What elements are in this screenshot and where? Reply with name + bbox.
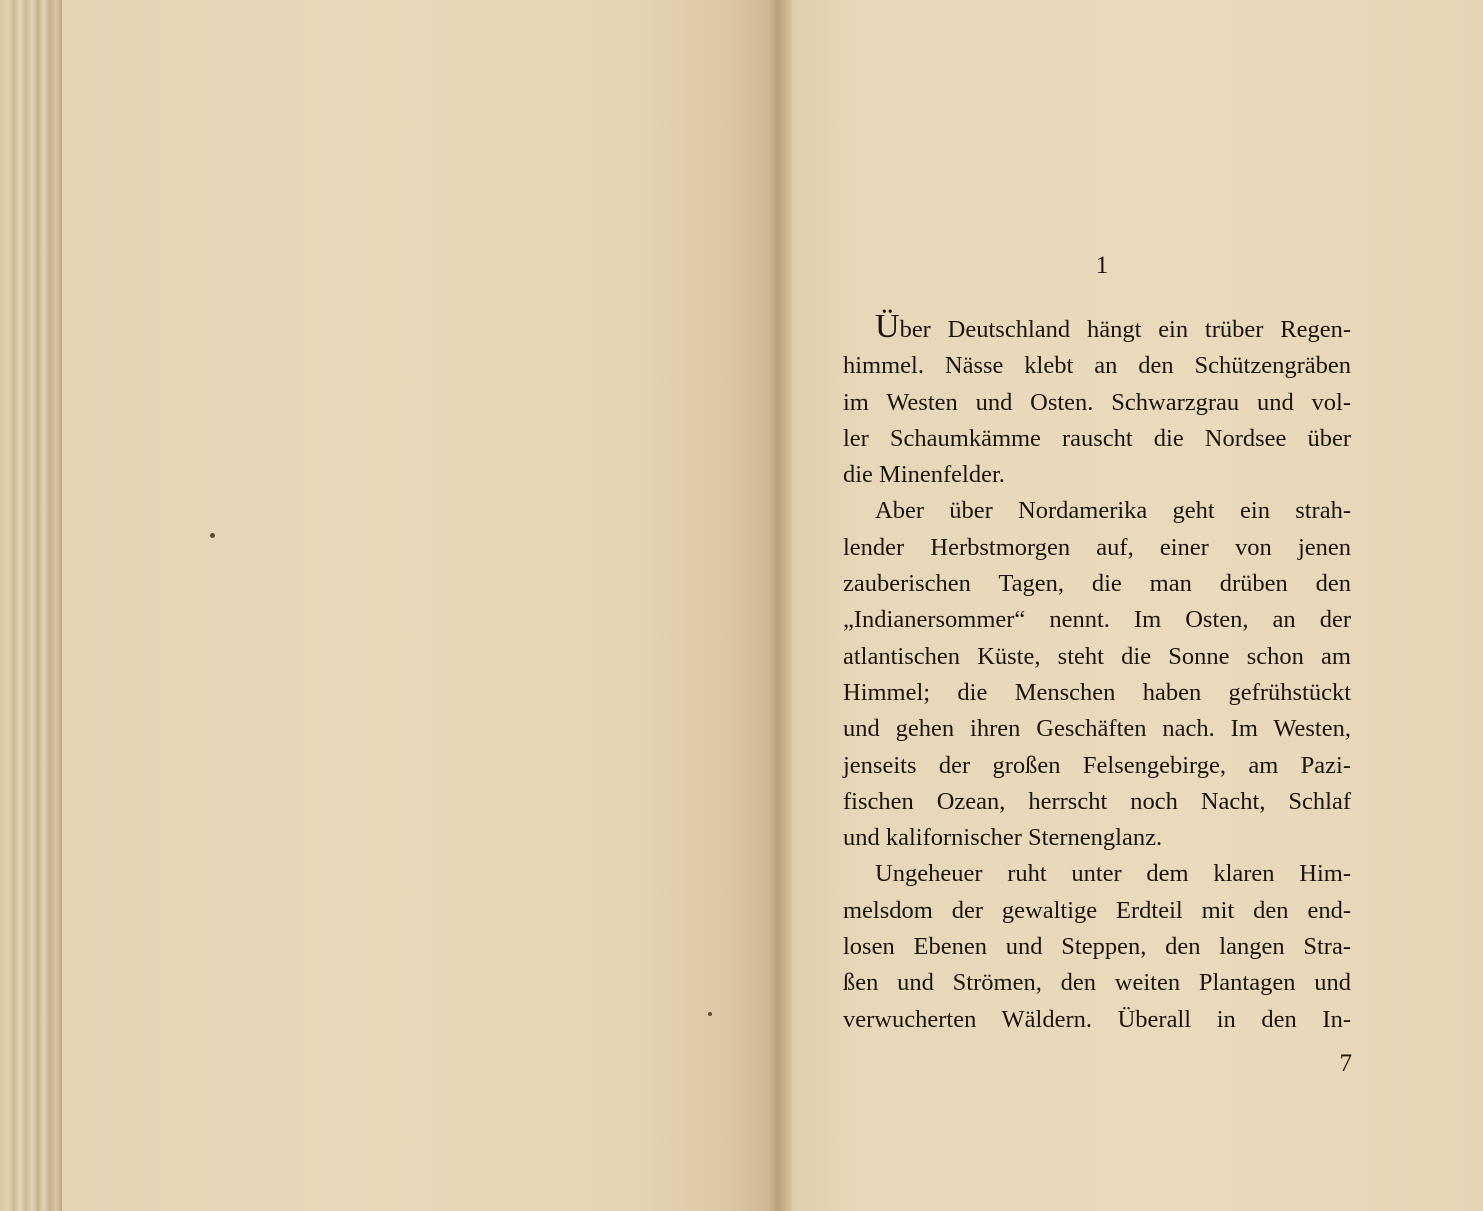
page-edges (0, 0, 62, 1211)
text-line: losen Ebenen und Steppen, den langen Stra- (843, 933, 1351, 961)
book-gutter (770, 0, 792, 1211)
paper-speck (708, 1012, 712, 1016)
left-page-blank (62, 0, 770, 1211)
initial-letter: Ü (875, 308, 900, 345)
text-line: Ungeheuer ruht unter dem klaren Him- (875, 860, 1351, 888)
text-line: jenseits der großen Felsengebirge, am Pazi- (843, 751, 1351, 779)
page-number: 7 (1339, 1050, 1352, 1077)
text-line: verwucherten Wäldern. Überall in den In- (843, 1005, 1351, 1033)
text-line: Über Deutschland hängt ein trüber Regen- (875, 308, 1351, 345)
text-line: lender Herbstmorgen auf, einer von jenen (843, 533, 1351, 561)
text-line: Himmel; die Menschen haben gefrühstückt (843, 678, 1351, 706)
text-line: zauberischen Tagen, die man drüben den (843, 570, 1351, 598)
body-text (843, 308, 1351, 1038)
text-line: atlantischen Küste, steht die Sonne schon am (843, 642, 1351, 670)
text-line: im Westen und Osten. Schwarzgrau und vol- (843, 388, 1351, 416)
text-line: die Minenfelder. (843, 461, 1005, 489)
text-line: melsdom der gewaltige Erdteil mit den end- (843, 896, 1351, 924)
paragraph-2 (843, 493, 1351, 856)
chapter-number: 1 (1095, 252, 1109, 279)
text-line: ler Schaumkämme rauscht die Nordsee über (843, 424, 1351, 452)
text-line: ßen und Strömen, den weiten Plantagen und (843, 969, 1351, 997)
paragraph-3 (843, 856, 1351, 1037)
text-line: „Indianersommer“ nennt. Im Osten, an der (843, 606, 1351, 634)
text-line: und gehen ihren Geschäften nach. Im Westen, (843, 715, 1351, 743)
text-line: himmel. Nässe klebt an den Schützengräben (843, 352, 1351, 380)
text-line: und kalifornischer Sternenglanz. (843, 824, 1163, 852)
text-line: Aber über Nordamerika geht ein strah- (875, 497, 1351, 525)
paper-speck (210, 533, 215, 538)
text-line: fischen Ozean, herrscht noch Nacht, Schlaf (843, 787, 1351, 815)
paragraph-1 (843, 308, 1351, 493)
